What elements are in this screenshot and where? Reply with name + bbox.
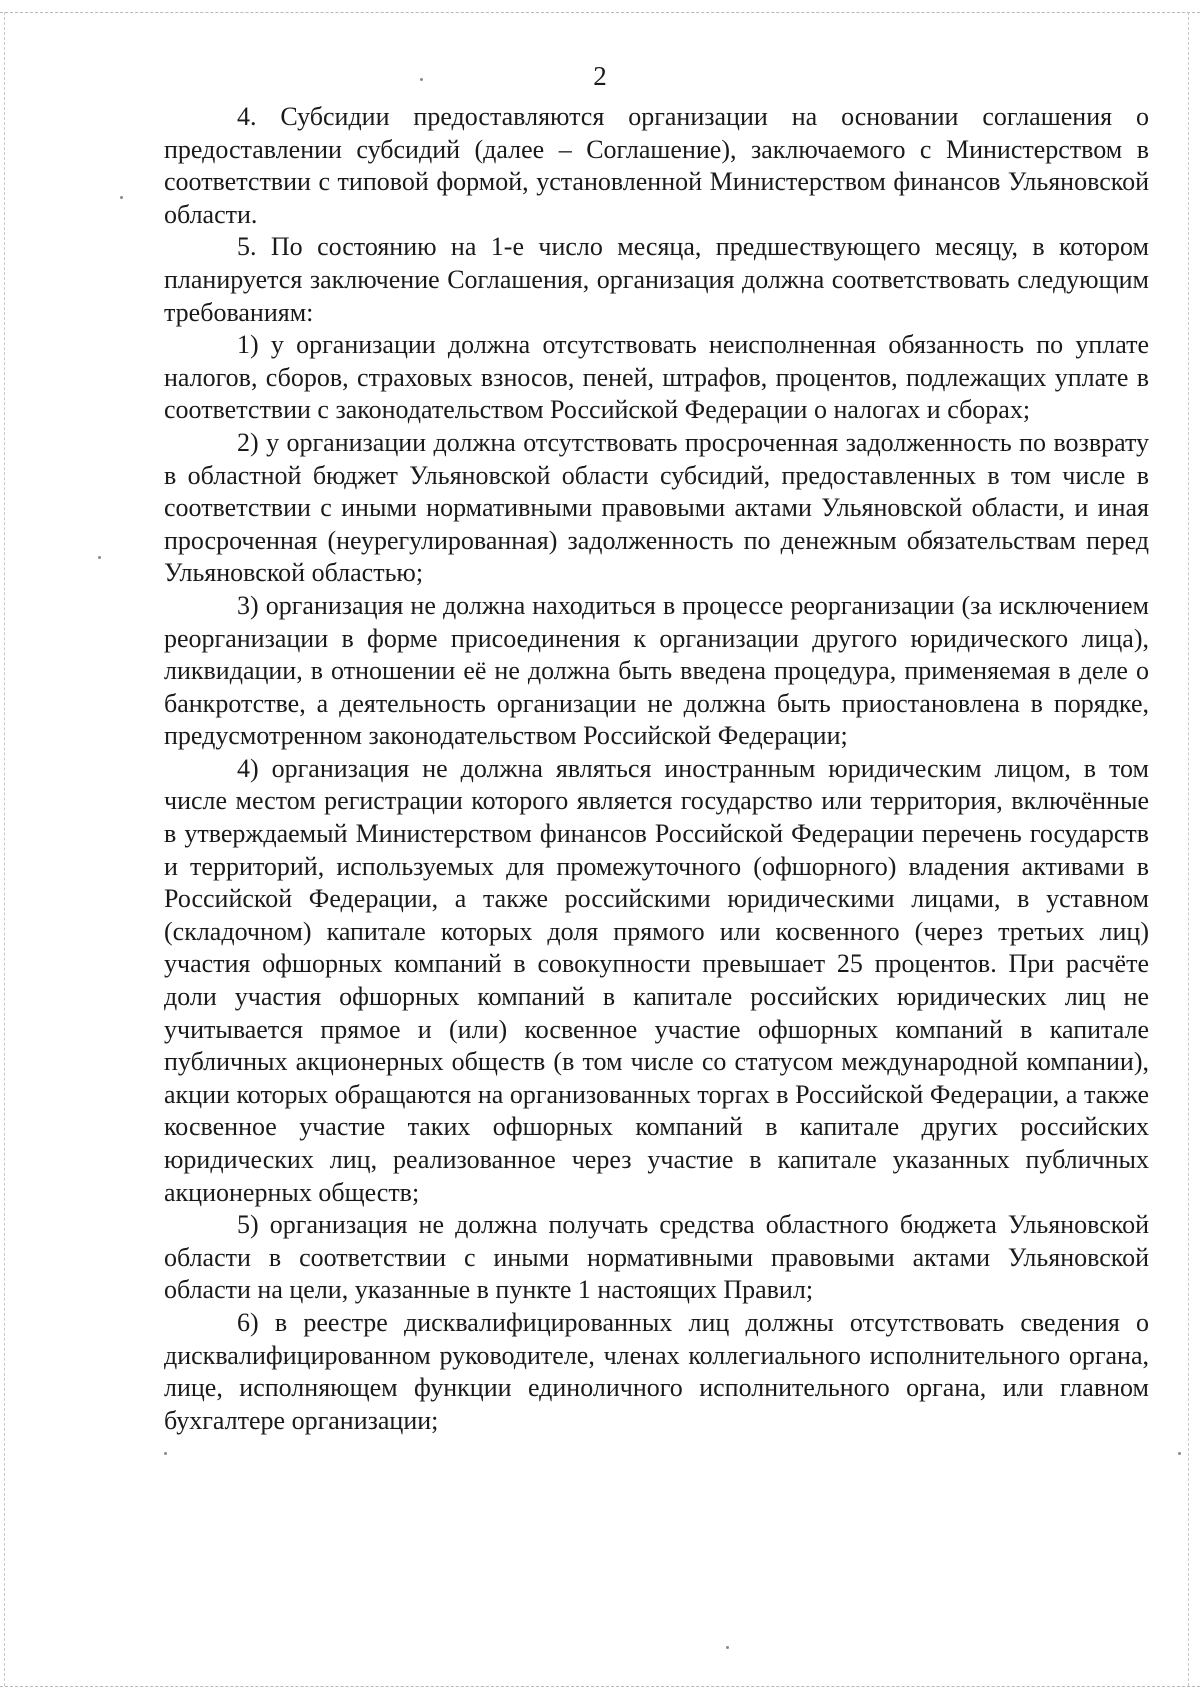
requirement-1-no-tax-debt: 1) у организации должна отсутствовать неисполненная обязанность по уплате налогов, сборов, страховых взносов, пеней, штрафов, процентов, подлежащих уплате в соответствии с законодательством Российской Федерации о налогах и сборах; — [164, 330, 1149, 425]
document-body — [164, 101, 1149, 1437]
scan-border-left — [4, 12, 5, 1686]
scan-border-bottom — [0, 1686, 1200, 1687]
scan-speck — [726, 1646, 729, 1649]
scan-border-right — [1188, 12, 1189, 1686]
paragraph-5-requirements: 5. По состоянию на 1-е число месяца, предшествующего месяцу, в котором планируется заключение Соглашения, организация должна соответствовать следующим требованиям: — [164, 232, 1149, 327]
page-number: 2 — [593, 61, 607, 91]
scan-border-top — [0, 12, 1200, 13]
paragraph-4-subsidy-agreement: 4. Субсидии предоставляются организации на основании соглашения о предоставлении субсидий (далее – Соглашение), заключаемого с Министерством в соответствии с типовой формой, установленной Министерством финансов Ульяновской области. — [164, 102, 1149, 229]
scan-speck — [98, 556, 101, 559]
scan-speck — [164, 1452, 167, 1455]
requirement-6-no-disqualified-persons: 6) в реестре дисквалифицированных лиц должны отсутствовать сведения о дисквалифицированном руководителе, членах коллегиального исполнительного органа, лице, исполняющем функции единоличного исполнительного органа, или главном бухгалтере организации; — [164, 1307, 1149, 1435]
requirement-2-no-overdue-debt: 2) у организации должна отсутствовать просроченная задолженность по возврату в областной бюджет Ульяновской области субсидий, предоставленных в том числе в соответствии с иными нормативными правовыми актами Ульяновской области, и иная просроченная (неурегулированная) задолженность по денежным обязательствам перед Ульяновской областью; — [164, 427, 1149, 588]
scan-speck — [1178, 1452, 1181, 1455]
requirement-3-no-reorganization: 3) организация не должна находиться в процессе реорганизации (за исключением реорганизации в форме присоединения к организации другого юридического лица), ликвидации, в отношении её не должна быть введена процедура, применяемая в деле о банкротстве, а деятельность организации не должна быть приостановлена в порядке, предусмотренном законодательством Российской Федерации; — [164, 590, 1149, 751]
requirement-5-no-other-budget-funds: 5) организация не должна получать средства областного бюджета Ульяновской области в соответствии с иными нормативными правовыми актами Ульяновской области на цели, указанные в пункте 1 настоящих Правил; — [164, 1210, 1149, 1305]
scan-speck — [120, 196, 123, 199]
requirement-4-not-foreign-entity: 4) организация не должна являться иностранным юридическим лицом, в том числе местом регистрации которого является государство или территория, включённые в утверждаемый Министерством финансов Российской Федерации перечень государств и территорий, используемых для промежуточного (офшорного) владения активами в Российской Федерации, а также российскими юридическими лицами, в уставном (складочном) капитале которых доля прямого или косвенного (через третьих лиц) участия офшорных компаний в совокупности превышает 25 процентов. При расчёте доли участия офшорных компаний в капитале российских юридических лиц не учитывается прямое и (или) косвенное участие офшорных компаний в капитале публичных акционерных обществ (в том числе со статусом международной компании), акции которых обращаются на организованных торгах в Российской Федерации, а также косвенное участие таких офшорных компаний в капитале других российских юридических лиц, реализованное через участие в капитале указанных публичных акционерных обществ; — [164, 753, 1149, 1207]
